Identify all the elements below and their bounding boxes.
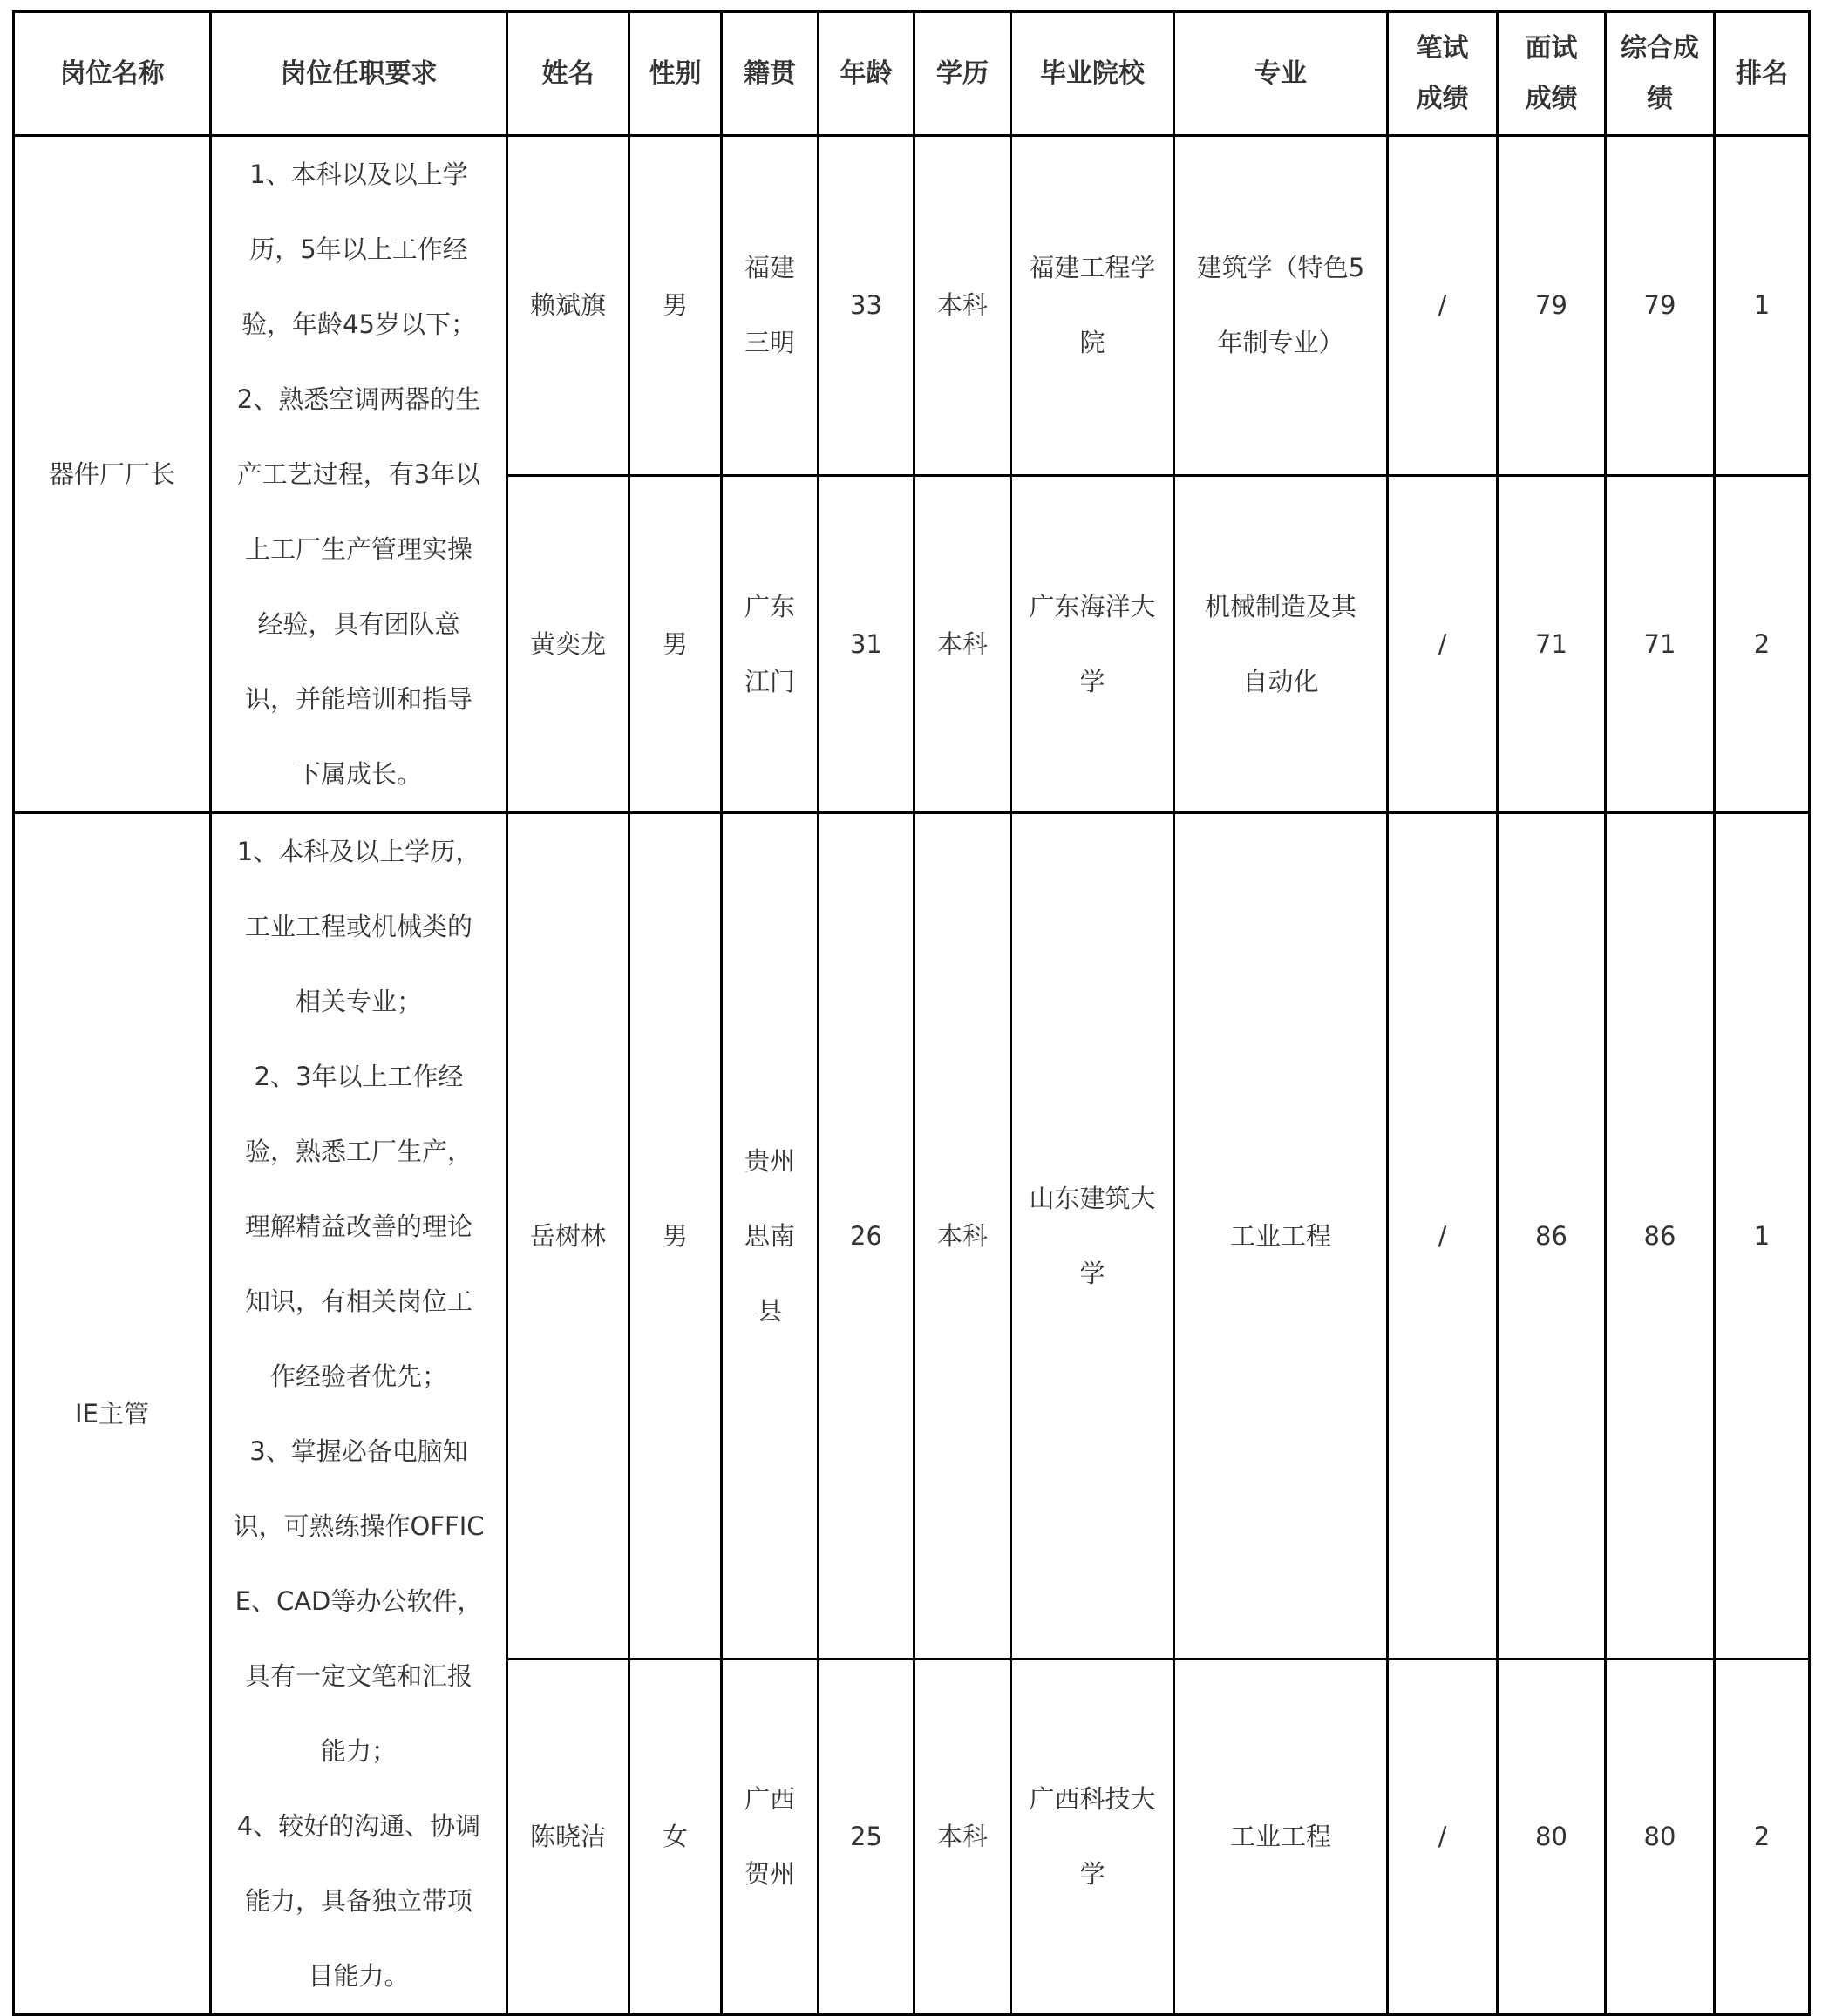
school-line: 院 — [1079, 328, 1105, 358]
requirement-line: 能力； — [320, 1736, 397, 1766]
requirement-line: 识，可熟练操作OFFIC — [233, 1511, 485, 1541]
interview-score-cell: 79 — [1498, 136, 1606, 476]
education-cell: 本科 — [914, 136, 1011, 476]
requirement-line: 能力，具备独立带项 — [244, 1886, 472, 1916]
total-score-cell: 71 — [1606, 475, 1715, 813]
requirement-line: 历，5年以上工作经 — [249, 234, 468, 264]
requirement-line: 3、掌握必备电脑知 — [249, 1436, 468, 1466]
header-total-line1: 综合成 — [1621, 32, 1699, 64]
major-line: 年制专业） — [1217, 328, 1344, 358]
school-cell — [1011, 813, 1174, 1660]
requirement-line: 理解精益改善的理论 — [244, 1212, 472, 1241]
rank-cell: 1 — [1715, 136, 1810, 476]
header-requirements: 岗位任职要求 — [211, 12, 507, 136]
school-line: 山东建筑大 — [1029, 1183, 1156, 1213]
origin-cell — [722, 1659, 819, 2014]
requirement-line: E、CAD等办公软件， — [235, 1586, 483, 1616]
header-position: 岗位名称 — [14, 12, 211, 136]
header-name: 姓名 — [507, 12, 629, 136]
requirement-line: 经验，具有团队意 — [257, 609, 460, 639]
school-line: 广西科技大 — [1029, 1784, 1156, 1815]
gender-cell: 男 — [629, 813, 722, 1660]
origin-line: 广东 — [744, 591, 795, 621]
age-cell: 26 — [819, 813, 914, 1660]
major-cell — [1174, 136, 1388, 476]
total-score-cell: 79 — [1606, 136, 1715, 476]
header-interview-score — [1498, 12, 1606, 136]
gender-cell: 男 — [629, 136, 722, 476]
origin-line: 三明 — [744, 328, 795, 358]
school-cell — [1011, 1659, 1174, 2014]
requirement-line: 验，年龄45岁以下； — [241, 309, 476, 339]
age-cell: 33 — [819, 136, 914, 476]
major-cell: 工业工程 — [1174, 1659, 1388, 2014]
school-line: 学 — [1079, 1859, 1105, 1890]
education-cell: 本科 — [914, 1659, 1011, 2014]
origin-cell — [722, 813, 819, 1660]
origin-line: 广西 — [744, 1784, 795, 1815]
gender-cell: 女 — [629, 1659, 722, 2014]
rank-cell: 2 — [1715, 1659, 1810, 2014]
requirement-line: 作经验者优先； — [269, 1361, 447, 1391]
header-origin: 籍贯 — [722, 12, 819, 136]
requirement-line: 1、本科及以上学历， — [236, 837, 481, 866]
requirement-line: 验，熟悉工厂生产， — [244, 1137, 472, 1166]
rank-cell: 2 — [1715, 475, 1810, 813]
origin-line: 思南 — [744, 1220, 795, 1251]
header-written-score — [1388, 12, 1498, 136]
origin-cell — [722, 475, 819, 813]
requirement-line: 下属成长。 — [295, 759, 422, 789]
name-cell: 岳树林 — [507, 813, 629, 1660]
origin-line: 贺州 — [744, 1859, 795, 1890]
name-cell: 黄奕龙 — [507, 475, 629, 813]
education-cell: 本科 — [914, 475, 1011, 813]
major-line: 自动化 — [1242, 666, 1319, 696]
major-line: 建筑学（特色5 — [1196, 253, 1365, 283]
position-cell: 器件厂厂长 — [14, 136, 211, 813]
position-cell: IE主管 — [14, 813, 211, 2015]
header-written-line2: 成绩 — [1416, 83, 1469, 114]
total-score-cell: 86 — [1606, 813, 1715, 1660]
requirement-line: 1、本科以及以上学 — [249, 160, 468, 189]
name-cell: 陈晓洁 — [507, 1659, 629, 2014]
age-cell: 25 — [819, 1659, 914, 2014]
written-score-cell: / — [1388, 1659, 1498, 2014]
requirement-line: 具有一定文笔和汇报 — [244, 1661, 472, 1691]
written-score-cell: / — [1388, 813, 1498, 1660]
origin-line: 福建 — [744, 253, 795, 283]
education-cell: 本科 — [914, 813, 1011, 1660]
school-line: 学 — [1079, 666, 1105, 696]
requirement-line: 产工艺过程，有3年以 — [236, 459, 481, 489]
name-cell: 赖斌旗 — [507, 136, 629, 476]
header-interview-line2: 成绩 — [1525, 83, 1578, 114]
origin-line: 江门 — [744, 666, 795, 696]
gender-cell: 男 — [629, 475, 722, 813]
requirement-line: 2、熟悉空调两器的生 — [236, 384, 481, 414]
header-school: 毕业院校 — [1011, 12, 1174, 136]
requirement-line: 知识，有相关岗位工 — [244, 1286, 472, 1316]
total-score-cell: 80 — [1606, 1659, 1715, 2014]
header-age: 年龄 — [819, 12, 914, 136]
interview-score-cell: 80 — [1498, 1659, 1606, 2014]
header-education: 学历 — [914, 12, 1011, 136]
requirement-line: 4、较好的沟通、协调 — [236, 1811, 481, 1841]
requirement-line: 相关专业； — [295, 987, 422, 1016]
origin-line: 贵州 — [744, 1145, 795, 1176]
requirement-line: 目能力。 — [308, 1961, 410, 1991]
school-cell — [1011, 475, 1174, 813]
major-cell: 工业工程 — [1174, 813, 1388, 1660]
table-row — [14, 136, 1810, 476]
header-rank: 排名 — [1715, 12, 1810, 136]
header-total-score — [1606, 12, 1715, 136]
major-cell — [1174, 475, 1388, 813]
school-line: 广东海洋大 — [1029, 591, 1156, 621]
header-row — [14, 12, 1810, 136]
origin-cell — [722, 136, 819, 476]
requirements-cell — [211, 136, 507, 813]
rank-cell: 1 — [1715, 813, 1810, 1660]
written-score-cell: / — [1388, 136, 1498, 476]
header-written-line1: 笔试 — [1416, 32, 1469, 64]
age-cell: 31 — [819, 475, 914, 813]
school-line: 福建工程学 — [1029, 253, 1156, 283]
header-major: 专业 — [1174, 12, 1388, 136]
requirement-line: 工业工程或机械类的 — [244, 912, 472, 941]
header-gender: 性别 — [629, 12, 722, 136]
interview-score-cell: 71 — [1498, 475, 1606, 813]
written-score-cell: / — [1388, 475, 1498, 813]
requirement-line: 上工厂生产管理实操 — [244, 534, 472, 564]
major-line: 机械制造及其 — [1204, 591, 1356, 621]
requirement-line: 2、3年以上工作经 — [254, 1062, 464, 1091]
results-table — [12, 10, 1811, 2016]
header-total-line2: 绩 — [1647, 83, 1673, 114]
interview-score-cell: 86 — [1498, 813, 1606, 1660]
header-interview-line1: 面试 — [1525, 32, 1578, 64]
requirement-line: 识，并能培训和指导 — [244, 684, 472, 714]
school-line: 学 — [1079, 1258, 1105, 1288]
table-row — [14, 813, 1810, 1660]
school-cell — [1011, 136, 1174, 476]
origin-line: 县 — [757, 1295, 783, 1326]
requirements-cell — [211, 813, 507, 2015]
